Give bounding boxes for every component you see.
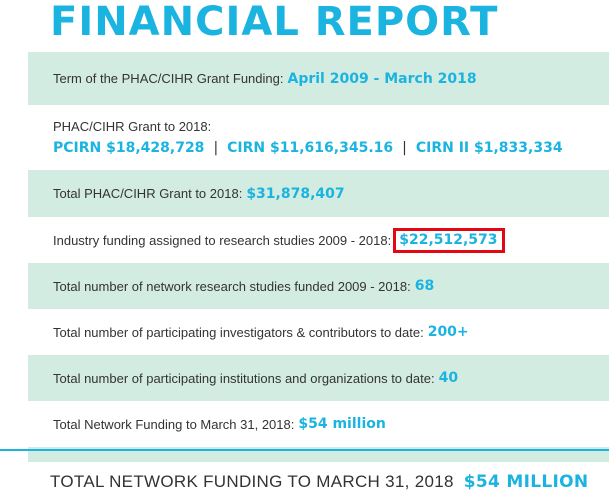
grant-separator: | [213,140,219,156]
grant-separator: | [402,140,407,156]
grant-term-label: Term of the PHAC/CIHR Grant Funding: [53,71,284,86]
research-studies-value: 68 [414,278,435,294]
financial-table [28,52,609,462]
research-studies-label: Total number of network research studies funded 2009 - 2018: [53,278,411,294]
row-industry-funding [28,217,609,263]
grant-breakdown [53,140,563,156]
industry-funding-value: $22,512,573 [393,228,504,253]
investigators-label: Total number of participating investigators & contributors to date: [53,324,424,340]
industry-funding-label: Industry funding assigned to research studies 2009 - 2018: [53,232,392,248]
grant-item-pcirn: PCIRN $18,428,728 [53,140,205,156]
institutions-label: Total number of participating institutions and organizations to date: [53,370,435,386]
investigators-value: 200+ [427,324,469,340]
network-funding-label: Total Network Funding to March 31, 2018: [53,416,295,432]
row-investigators [28,309,609,355]
total-grant-label: Total PHAC/CIHR Grant to 2018: [53,186,243,201]
footer-total-label: TOTAL NETWORK FUNDING TO MARCH 31, 2018 [50,472,454,491]
row-total-grant [28,170,609,217]
institutions-value: 40 [438,370,459,386]
grant-term-value: April 2009 - March 2018 [287,70,477,87]
row-institutions [28,355,609,401]
row-grant-term [28,52,609,105]
row-research-studies [28,263,609,309]
network-funding-value: $54 million [298,416,386,432]
footer-total-value: $54 MILLION [463,472,589,492]
section-divider [0,449,609,451]
grant-to-2018-label: PHAC/CIHR Grant to 2018: [53,119,212,134]
total-grant-value: $31,878,407 [246,185,345,202]
grant-item-cirn: CIRN $11,616,345.16 [227,140,394,156]
report-title: FINANCIAL REPORT [50,0,499,45]
row-network-funding [28,401,609,447]
grant-item-cirn-ii: CIRN II $1,833,334 [415,140,563,156]
row-grant-to-2018 [28,105,609,170]
footer-total [50,472,588,492]
